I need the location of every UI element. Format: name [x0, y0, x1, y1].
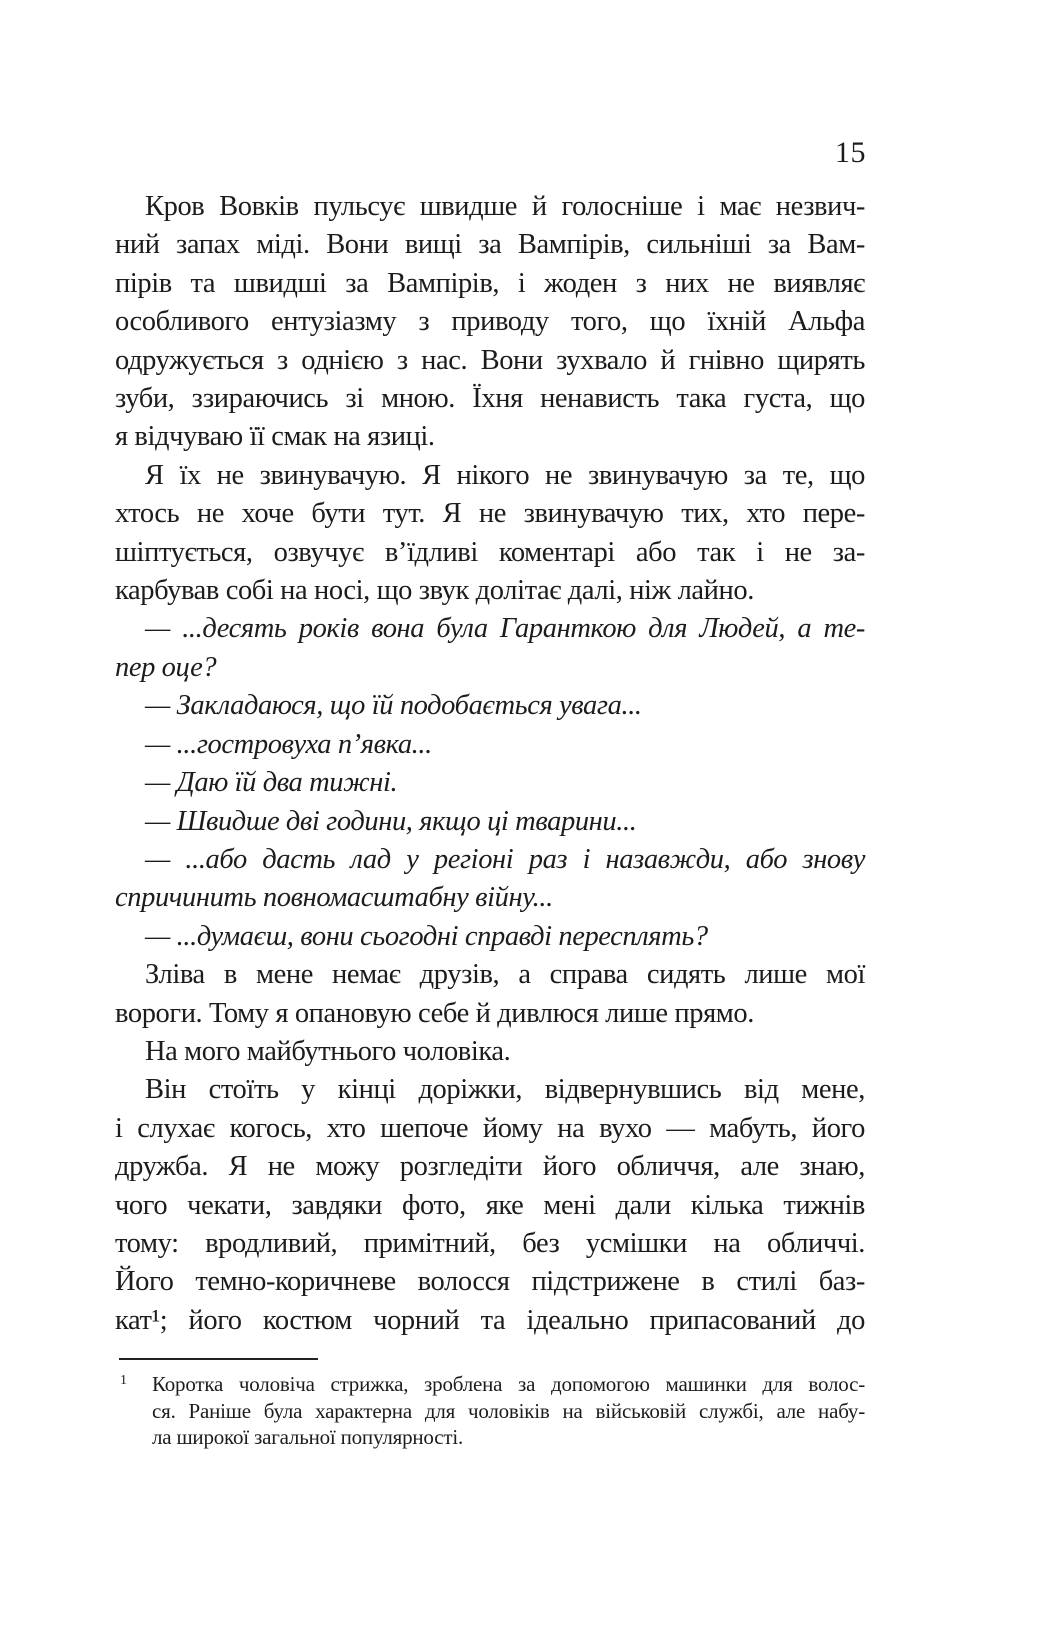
text-line: хтось не хоче бути тут. Я не звинувачую тих, хто пере- — [115, 498, 865, 530]
paragraph — [115, 1033, 865, 1071]
dialogue-paragraph — [115, 610, 865, 687]
text-line: Він стоїть у кінці доріжки, відвернувшись від мене, — [145, 1074, 865, 1106]
text-line: карбував собі на носі, що звук долітає далі, ніж лайно. — [115, 575, 754, 607]
text-line: ний запах міді. Вони вищі за Вампірів, сильніші за Вам- — [115, 229, 865, 261]
footnote-marker: 1 — [120, 1373, 127, 1388]
page-number: 15 — [835, 136, 866, 169]
paragraph — [115, 457, 865, 611]
footnote-line: Коротка чоловіча стрижка, зроблена за допомогою машинки для волос- — [152, 1372, 865, 1396]
text-line: вороги. Тому я опановую себе й дивлюся лише прямо. — [115, 997, 754, 1029]
text-line: зуби, ззираючись зі мною. Їхня ненависть така густа, що — [115, 383, 865, 415]
text-line: — ...або дасть лад у регіоні раз і назавжди, або знову — [145, 843, 865, 875]
text-line: — ...гостровуха п’явка... — [145, 728, 432, 760]
text-line: — Даю їй два тижні. — [145, 767, 398, 799]
text-line: Кров Вовків пульсує швидше й голосніше і має незвич- — [145, 191, 865, 222]
dialogue-paragraph — [115, 841, 865, 918]
text-line: Зліва в мене немає друзів, а справа сидять лише мої — [145, 959, 865, 991]
dialogue-paragraph — [115, 918, 865, 956]
paragraph — [115, 956, 865, 1033]
footnote-divider — [119, 1358, 318, 1360]
text-line: шіптується, озвучує в’їдливі коментарі або так і не за- — [115, 536, 865, 568]
dialogue-paragraph — [115, 803, 865, 841]
paragraph — [115, 1071, 865, 1340]
text-line: дружба. Я не можу розгледіти його обличчя, але знаю, — [115, 1151, 865, 1183]
text-line: спричинить повномасштабну війну... — [115, 882, 553, 914]
text-line: пер оце? — [115, 651, 217, 683]
text-line: пірів та швидші за Вампірів, і жоден з них не виявляє — [115, 267, 865, 299]
text-line: тому: вродливий, примітний, без усмішки на обличчі. — [115, 1227, 865, 1259]
footnote — [119, 1371, 865, 1451]
footnote-line: ся. Раніше була характерна для чоловіків на військовій службі, але набу- — [152, 1398, 865, 1423]
text-line: Його темно-коричневе волосся підстрижене в стилі баз- — [115, 1266, 865, 1298]
dialogue-paragraph — [115, 687, 865, 725]
text-line: і слухає когось, хто шепоче йому на вухо — мабуть, його — [115, 1112, 865, 1144]
dialogue-paragraph — [115, 764, 865, 802]
body-text — [115, 188, 865, 1340]
text-line: — Швидше дві години, якщо ці тварини... — [145, 805, 637, 837]
text-line: Я їх не звинувачую. Я нікого не звинувачую за те, що — [145, 459, 865, 491]
text-line: я відчуваю її смак на язиці. — [115, 421, 435, 453]
text-line: На мого майбутнього чоловіка. — [145, 1035, 511, 1067]
text-line: одружується з однією з нас. Вони зухвало й гнівно щирять — [115, 344, 865, 376]
text-line: чого чекати, завдяки фото, яке мені дали кілька тижнів — [115, 1189, 865, 1221]
text-line: — ...думаєш, вони сьогодні справді пересплять? — [145, 920, 708, 952]
paragraph — [115, 188, 865, 457]
text-line: — Закладаюся, що їй подобається увага... — [145, 690, 642, 722]
footnote-line: ла широкої загальної популярності. — [152, 1425, 464, 1449]
text-line: особливого ентузіазму з приводу того, що їхній Альфа — [115, 306, 865, 338]
dialogue-paragraph — [115, 726, 865, 764]
text-line: — ...десять років вона була Гаранткою для Людей, а те- — [145, 613, 865, 645]
footnote-text — [152, 1371, 865, 1451]
text-line: кат¹; його костюм чорний та ідеально припасований до — [115, 1304, 865, 1336]
